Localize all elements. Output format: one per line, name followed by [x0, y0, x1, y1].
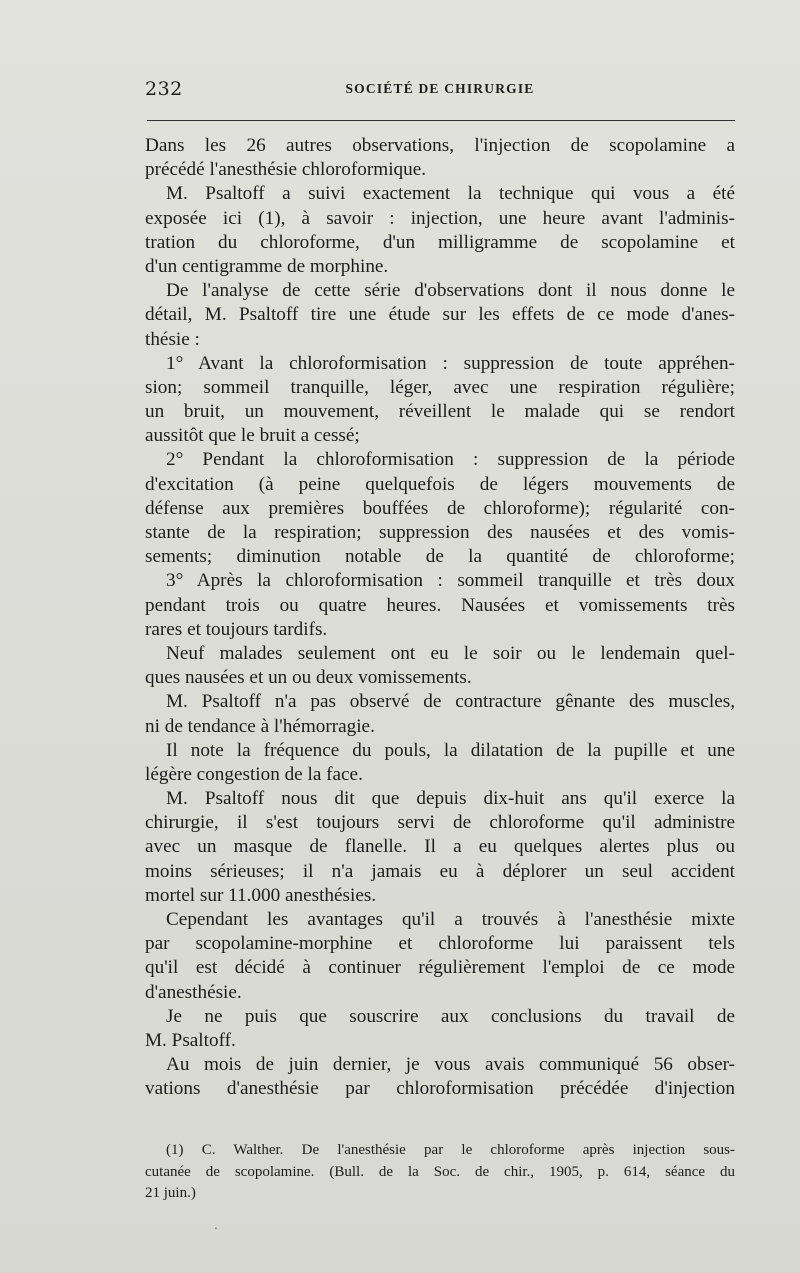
- text-line: exposée ici (1), à savoir : injection, une heure avant l'adminis-: [145, 207, 735, 229]
- text-line: stante de la respiration; suppression des nausées et des vomis-: [145, 522, 735, 543]
- text-line: Je ne puis que souscrire aux conclusions du travail de: [166, 1005, 735, 1027]
- text-line: ques nausées et un ou deux vomissements.: [145, 667, 472, 689]
- text-line: Il note la fréquence du pouls, la dilatation de la pupille et une: [166, 739, 735, 761]
- text-line: précédé l'anesthésie chloroformique.: [145, 159, 427, 181]
- running-title: SOCIÉTÉ DE CHIRURGIE: [345, 81, 535, 96]
- text-line: d'anesthésie.: [145, 981, 242, 1003]
- text-line: avec un masque de flanelle. Il a eu quelques alertes plus ou: [145, 836, 735, 858]
- text-line: vations d'anesthésie par chloroformisation précédée d'injection: [145, 1078, 735, 1100]
- text-line: 1° Avant la chloroformisation : suppression de toute appréhen-: [166, 352, 735, 374]
- text-line: ni de tendance à l'hémorragie.: [145, 715, 375, 737]
- header-rule: [147, 120, 735, 121]
- text-line: M. Psaltoff n'a pas observé de contracture gênante des muscles,: [166, 691, 735, 713]
- text-line: Cependant les avantages qu'il a trouvés à l'anesthésie mixte: [166, 909, 735, 930]
- text-line: sements; diminution notable de la quantité de chloroforme;: [145, 546, 735, 568]
- text-line: sion; sommeil tranquille, léger, avec une respiration régulière;: [145, 376, 735, 398]
- footnote-line: 21 juin.): [145, 1185, 196, 1201]
- footnote-line: cutanée de scopolamine. (Bull. de la Soc. de chir., 1905, p. 614, séance du: [145, 1163, 735, 1180]
- text-line: pendant trois ou quatre heures. Nausées et vomissements très: [145, 594, 735, 616]
- text-line: Dans les 26 autres observations, l'injection de scopolamine a: [145, 135, 735, 156]
- text-line: Neuf malades seulement ont eu le soir ou le lendemain quel-: [166, 642, 735, 664]
- text-line: 2° Pendant la chloroformisation : suppression de la période: [166, 449, 735, 471]
- text-line: détail, M. Psaltoff tire une étude sur les effets de ce mode d'anes-: [145, 304, 735, 326]
- text-line: d'un centigramme de morphine.: [145, 255, 389, 277]
- text-line: M. Psaltoff nous dit que depuis dix-huit ans qu'il exerce la: [166, 788, 735, 810]
- text-line: légère congestion de la face.: [145, 763, 363, 785]
- text-line: par scopolamine-morphine et chloroforme lui paraissent tels: [145, 933, 735, 955]
- text-line: un bruit, un mouvement, réveillent le malade qui se rendort: [145, 401, 735, 423]
- page-number: 232: [145, 78, 183, 100]
- text-line: moins sérieuses; il n'a jamais eu à déplorer un seul accident: [145, 860, 735, 882]
- text-line: thésie :: [145, 328, 200, 350]
- text-line: défense aux premières bouffées de chloroforme); régularité con-: [145, 497, 735, 519]
- body-text: [145, 134, 735, 1102]
- stray-ink-mark: .: [214, 1218, 218, 1232]
- text-line: chirurgie, il s'est toujours servi de chloroforme qu'il administre: [145, 812, 735, 834]
- text-line: M. Psaltoff a suivi exactement la technique qui vous a été: [166, 183, 735, 205]
- text-line: rares et toujours tardifs.: [145, 618, 328, 640]
- text-line: Au mois de juin dernier, je vous avais communiqué 56 obser-: [166, 1054, 735, 1076]
- text-line: qu'il est décidé à continuer régulièrement l'emploi de ce mode: [145, 957, 735, 979]
- text-line: mortel sur 11.000 anesthésies.: [145, 884, 377, 906]
- text-line: De l'analyse de cette série d'observations dont il nous donne le: [166, 280, 735, 302]
- text-line: tration du chloroforme, d'un milligramme de scopolamine et: [145, 231, 735, 253]
- footnote: [145, 1140, 735, 1205]
- text-line: 3° Après la chloroformisation : sommeil tranquille et très doux: [166, 570, 735, 592]
- text-line: d'excitation (à peine quelquefois de légers mouvements de: [145, 473, 735, 495]
- footnote-line: (1) C. Walther. De l'anesthésie par le chloroforme après injection sous-: [166, 1142, 735, 1158]
- text-line: M. Psaltoff.: [145, 1029, 236, 1051]
- text-line: aussitôt que le bruit a cessé;: [145, 425, 360, 447]
- page-header: [145, 70, 735, 110]
